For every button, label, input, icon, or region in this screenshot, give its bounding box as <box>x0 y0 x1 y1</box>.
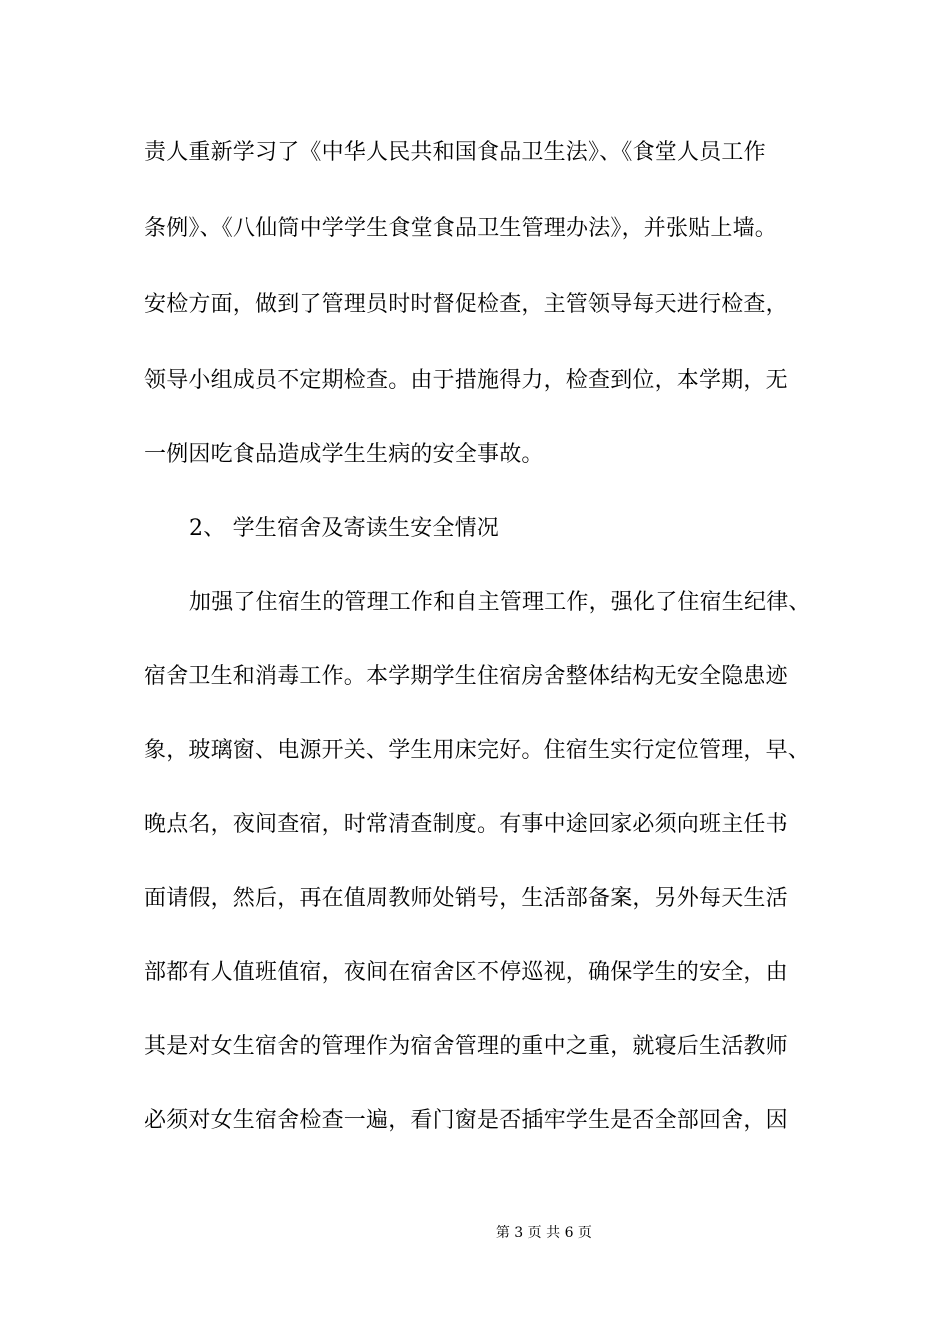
body-text-line: 条例》、《八仙筒中学学生食堂食品卫生管理办法》，并张贴上墙。 <box>144 216 778 241</box>
body-text-line: 象，玻璃窗、电源开关、学生用床完好。住宿生实行定位管理，早、 <box>144 738 811 763</box>
body-text-line: 责人重新学习了《中华人民共和国食品卫生法》、《食堂人员工作 <box>144 140 766 165</box>
body-text-line: 晚点名，夜间查宿，时常清查制度。有事中途回家必须向班主任书 <box>144 812 788 837</box>
body-text-line: 加强了住宿生的管理工作和自主管理工作，强化了住宿生纪律、 <box>189 590 811 615</box>
body-text-line: 领导小组成员不定期检查。由于措施得力，检查到位，本学期，无 <box>144 368 788 393</box>
body-text-line: 必须对女生宿舍检查一遍，看门窗是否插牢学生是否全部回舍，因 <box>144 1108 788 1133</box>
body-text-line: 安检方面，做到了管理员时时督促检查，主管领导每天进行检查， <box>144 292 788 317</box>
body-text-line: 宿舍卫生和消毒工作。本学期学生住宿房舍整体结构无安全隐患迹 <box>144 664 788 689</box>
body-text-line: 面请假，然后，再在值周教师处销号，生活部备案，另外每天生活 <box>144 886 788 911</box>
body-text-line: 部都有人值班值宿，夜间在宿舍区不停巡视，确保学生的安全，由 <box>144 960 788 985</box>
section-heading: 2、 学生宿舍及寄读生安全情况 <box>189 516 499 541</box>
page-footer <box>0 1206 950 1260</box>
body-text-line: 其是对女生宿舍的管理作为宿舍管理的重中之重，就寝后生活教师 <box>144 1034 788 1059</box>
page-number: 第 3 页 共 6 页 <box>495 1225 592 1241</box>
body-text-line: 一例因吃食品造成学生生病的安全事故。 <box>144 442 544 467</box>
